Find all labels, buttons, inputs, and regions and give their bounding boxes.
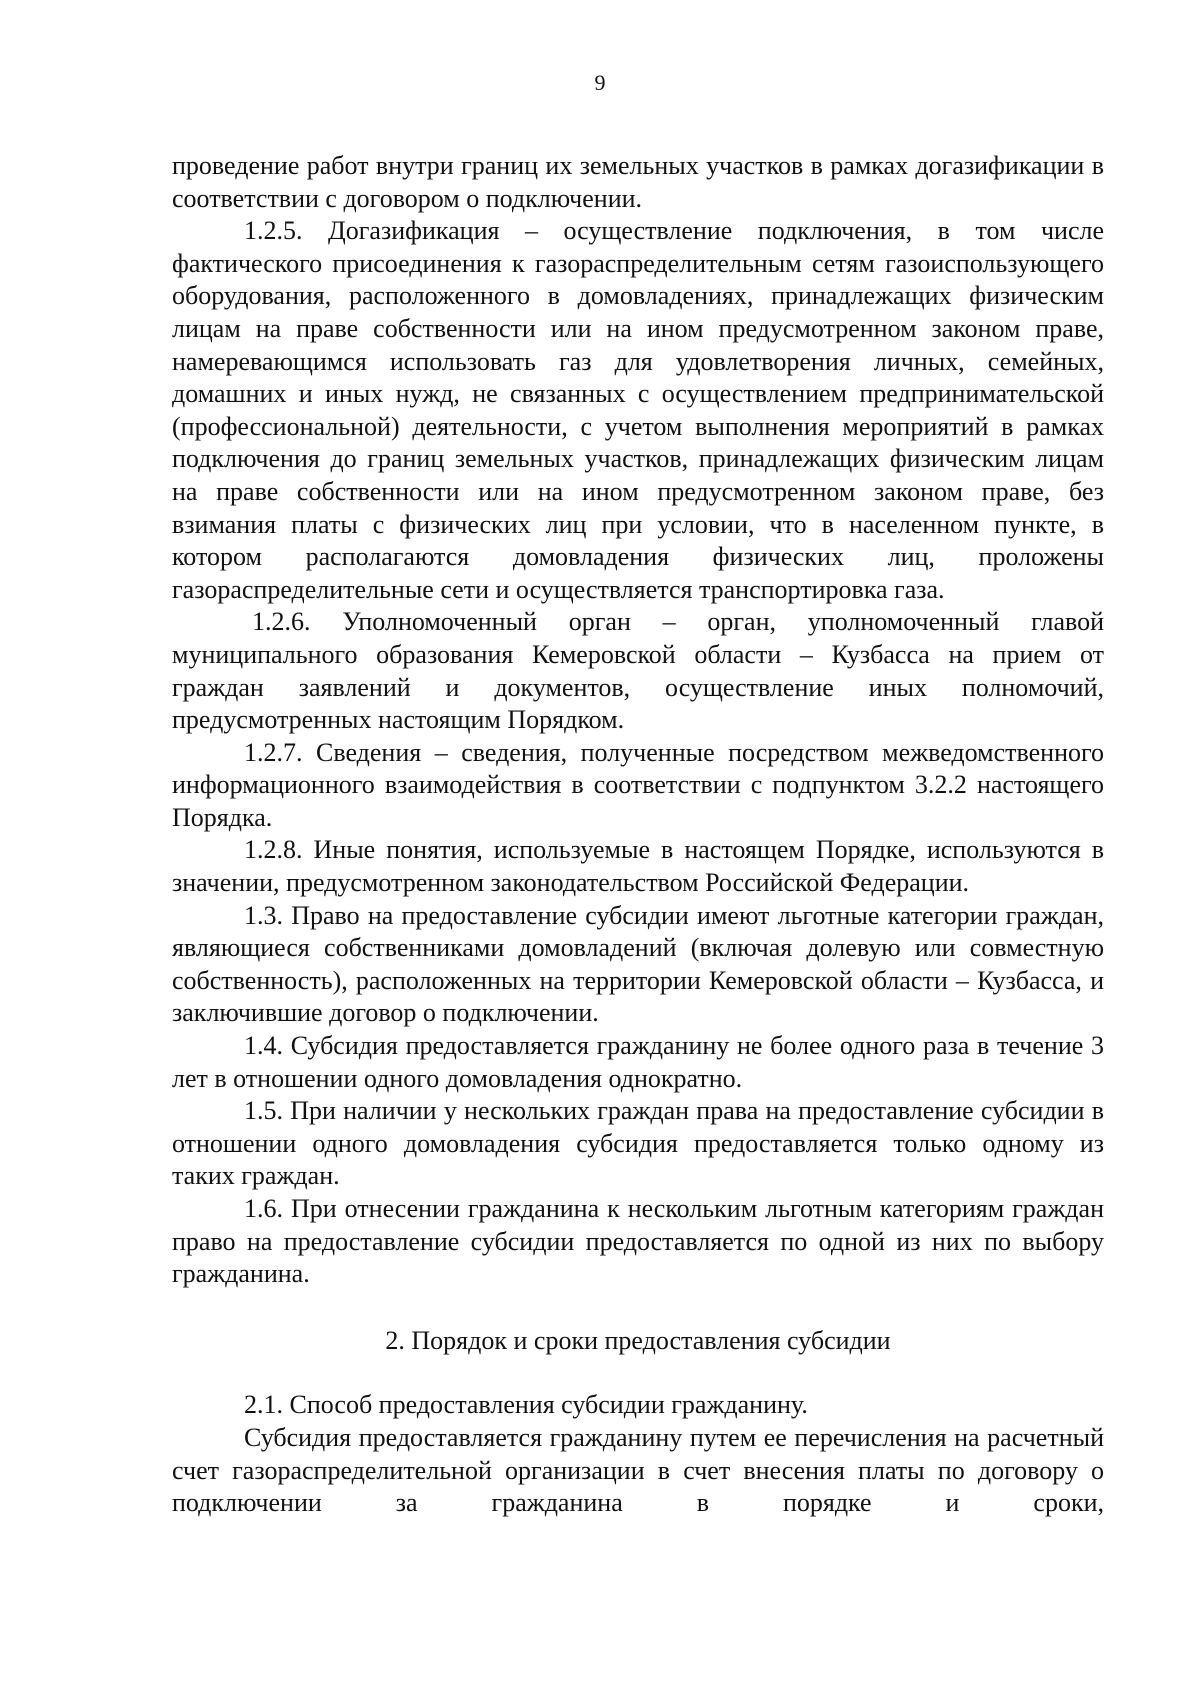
paragraph-1-2-5: 1.2.5. Догазификация – осуществление подключения, в том числе фактического присоединения к газораспределительным сетям газоиспользующего оборудования, расположенного в домовладениях, принадлежащих физическим лицам на праве собственности или на ином предусмотренном законом праве, намеревающимся использовать газ для удовлетворения личных, семейных, домашних и иных нужд, не связанных с осуществлением предпринимательской (профессиональной) деятельности, с учетом выполнения мероприятий в рамках подключения до границ земельных участков, принадлежащих физическим лицам на праве собственности или на ином предусмотренном законом праве, без взимания платы с физических лиц при условии, что в населенном пункте, в котором располагаются домовладения физических лиц, проложены газораспределительные сети и осуществляется транспортировка газа. xyxy=(172,216,1104,604)
document-body xyxy=(172,150,1104,1520)
paragraph-2-1-text: Субсидия предоставляется гражданину путем ее перечисления на расчетный счет газораспределительной организации в счет внесения платы по договору о подключении за гражданина в порядке и сроки, xyxy=(172,1422,1104,1518)
paragraph-1-2-8: 1.2.8. Иные понятия, используемые в настоящем Порядке, используются в значении, предусмотренном законодательством Российской Федерации. xyxy=(172,835,1104,898)
paragraph-1-3: 1.3. Право на предоставление субсидии имеют льготные категории граждан, являющиеся собственниками домовладений (включая долевую или совместную собственность), расположенных на территории Кемеровской области – Кузбасса, и заключившие договор о подключении. xyxy=(172,900,1104,1028)
subsection-heading: 2.1. Способ предоставления субсидии гражданину. xyxy=(244,1390,808,1420)
paragraph-1-6: 1.6. При отнесении гражданина к нескольким льготным категориям граждан право на предоставление субсидии предоставляется по одной из них по выбору гражданина. xyxy=(172,1194,1104,1289)
page-number: 9 xyxy=(594,70,606,95)
paragraph-1-2-6: 1.2.6. Уполномоченный орган – орган, уполномоченный главой муниципального образования Кемеровской области – Кузбасса на прием от граждан заявлений и документов, осуществление иных полномочий, предусмотренных настоящим Порядком. xyxy=(172,607,1104,735)
paragraph-1-5: 1.5. При наличии у нескольких граждан права на предоставление субсидии в отношении одного домовладения субсидия предоставляется только одному из таких граждан. xyxy=(172,1096,1104,1191)
paragraph-1-4: 1.4. Субсидия предоставляется гражданину не более одного раза в течение 3 лет в отношении одного домовладения однократно. xyxy=(172,1031,1104,1093)
paragraph-1-2-7: 1.2.7. Сведения – сведения, полученные посредством межведомственного информационного взаимодействия в соответствии с подпунктом 3.2.2 настоящего Порядка. xyxy=(172,737,1104,832)
section-heading: 2. Порядок и сроки предоставления субсидии xyxy=(385,1325,891,1355)
paragraph-continuation: проведение работ внутри границ их земельных участков в рамках догазификации в соответствии с договором о подключении. xyxy=(172,151,1104,213)
